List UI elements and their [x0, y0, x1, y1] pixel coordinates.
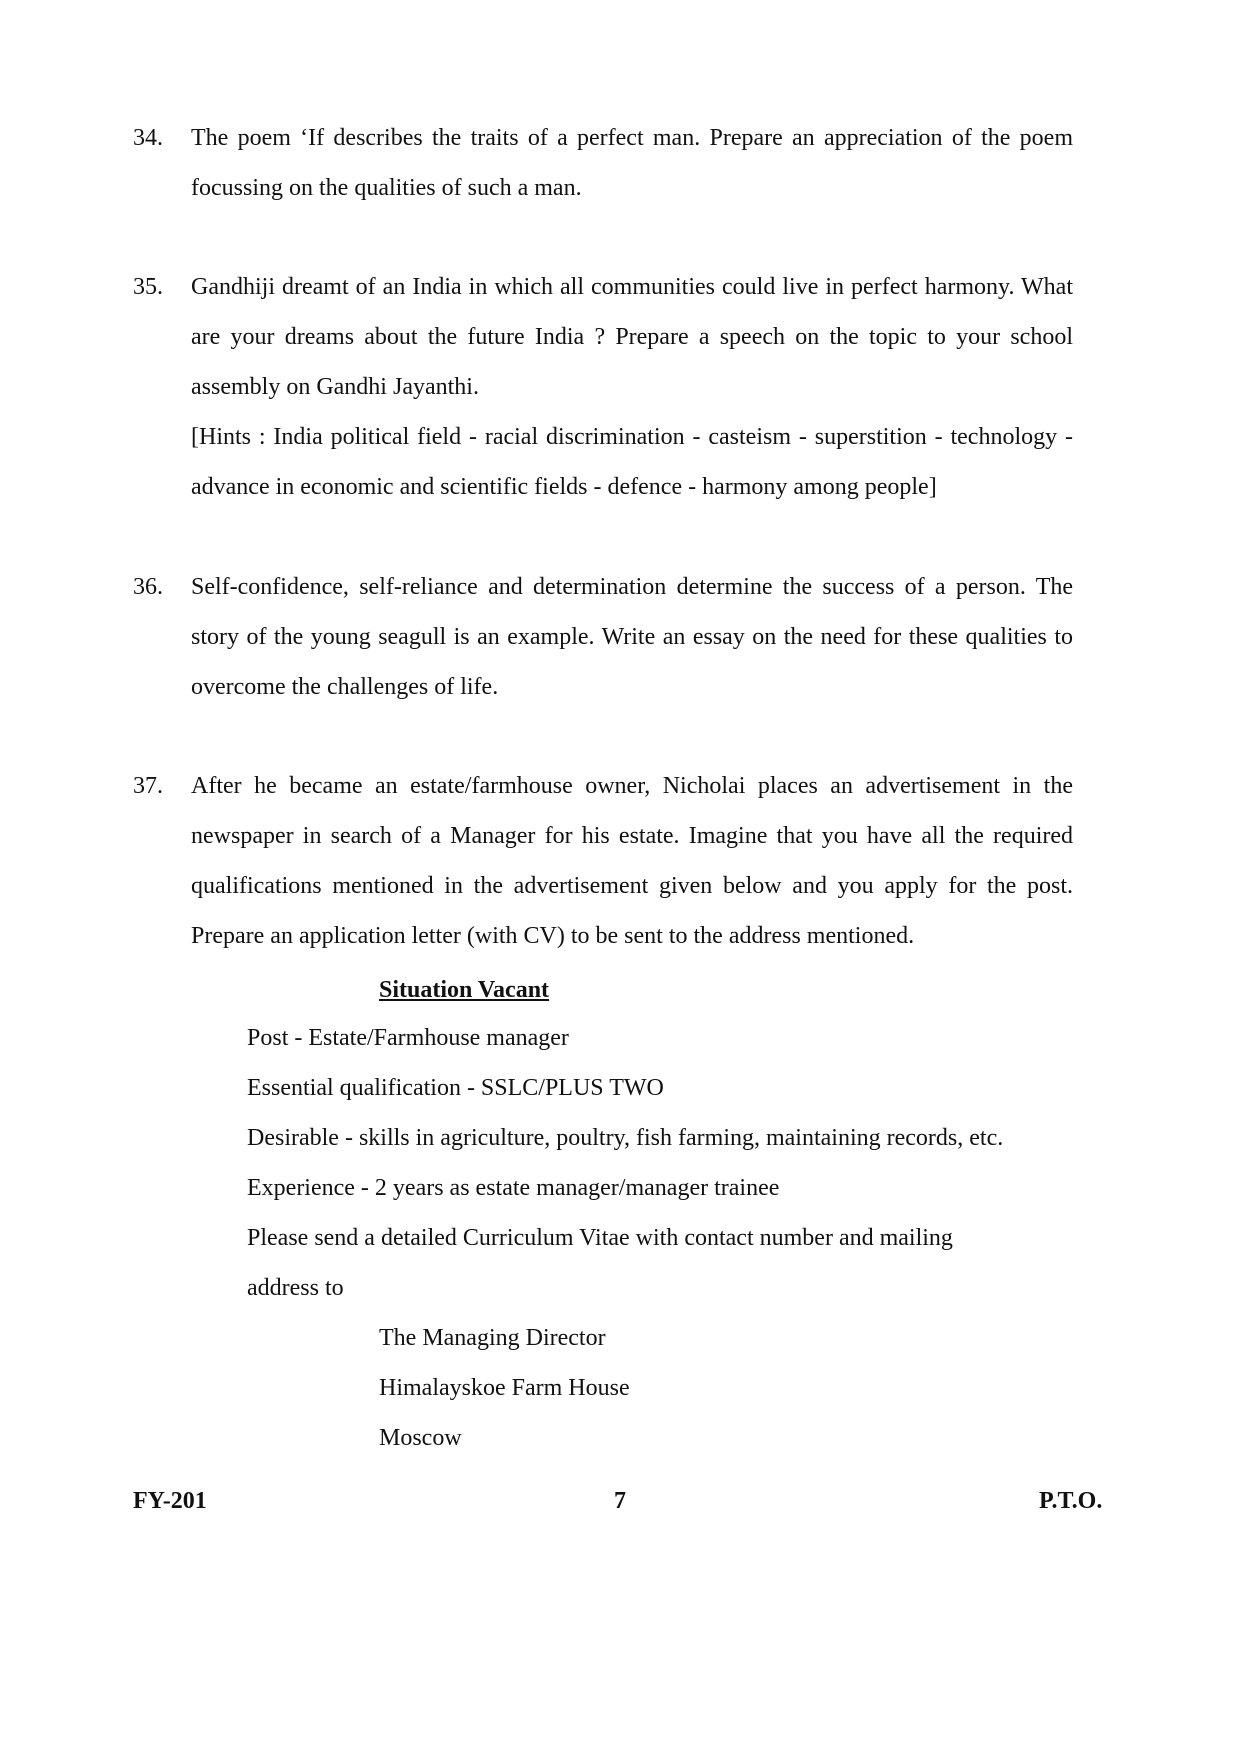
advertisement-line: Post - Estate/Farmhouse manager [247, 1025, 569, 1051]
page-number: 7 [614, 1488, 626, 1514]
question-text: Self-confidence, self-reliance and determination determine the success of a person. The story of the young seagull is an example. Write an essay on the need for these qualities to overcome the challenges of life. [191, 574, 1073, 700]
question-number: 36. [133, 574, 163, 600]
pto-label: P.T.O. [1039, 1488, 1103, 1514]
question-number: 34. [133, 125, 163, 151]
advertisement-line: Please send a detailed Curriculum Vitae with contact number and mailing [247, 1225, 953, 1251]
question-35-hints: [Hints : India political field - racial discrimination - casteism - superstition - technology - advance in economic and scientific fields - defence - harmony among people] [191, 424, 1073, 500]
question-number: 35. [133, 274, 163, 300]
question-37 [133, 761, 1073, 961]
question-number: 37. [133, 773, 163, 799]
address-line: The Managing Director [379, 1325, 606, 1351]
advertisement-line: Desirable - skills in agriculture, poultry, fish farming, maintaining records, etc. [247, 1125, 1004, 1151]
question-text: The poem ‘If describes the traits of a perfect man. Prepare an appreciation of the poem focussing on the qualities of such a man. [191, 125, 1073, 201]
question-text: After he became an estate/farmhouse owner, Nicholai places an advertisement in the newspaper in search of a Manager for his estate. Imagine that you have all the required qualifications mentioned in the advertisement given below and you apply for the post. Prepare an application letter (with CV) to be sent to the address mentioned. [191, 773, 1073, 949]
advertisement-line: address to [247, 1275, 344, 1301]
paper-code: FY-201 [133, 1488, 207, 1514]
advertisement-line: Experience - 2 years as estate manager/manager trainee [247, 1175, 780, 1201]
question-text: Gandhiji dreamt of an India in which all communities could live in perfect harmony. What are your dreams about the future India ? Prepare a speech on the topic to your school assembly on Gandhi Jayanthi. [191, 274, 1073, 400]
question-35 [133, 262, 1073, 412]
question-34 [133, 113, 1073, 213]
advertisement-title: Situation Vacant [379, 977, 550, 1003]
address-line: Moscow [379, 1425, 462, 1451]
advertisement-line: Essential qualification - SSLC/PLUS TWO [247, 1075, 664, 1101]
question-36 [133, 562, 1073, 712]
address-line: Himalayskoe Farm House [379, 1375, 630, 1401]
